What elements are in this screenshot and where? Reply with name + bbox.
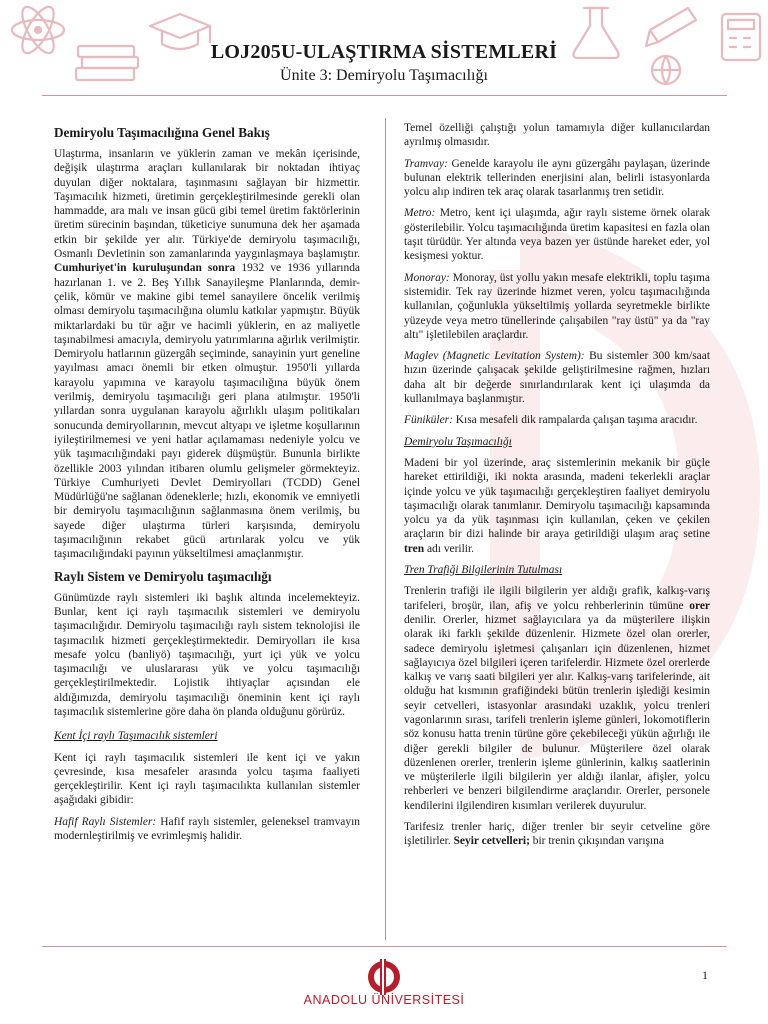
funicular-term: Füniküler:: [404, 414, 453, 427]
light-rail-term: Hafif Raylı Sistemler:: [54, 815, 157, 828]
urban-rail-paragraph: Kent içi raylı taşımacılık sistemleri ile kent içi ve yakın çevresinde, kısa mesafeler arasında yolcu taşıma faaliyeti gerçekleştirilir. Kent içi raylı taşımacılıkta kullanılan sistemler aşağıdaki gibidir:: [54, 751, 360, 807]
page-number: 1: [702, 968, 708, 982]
column-divider: [385, 118, 386, 940]
overview-text-part2: 1932 ve 1936 yıllarında hazırlanan 1. ve 2. Beş Yıllık Sanayileşme Planlarında, demir-çelik, kömür ve makine gibi temel sanayilere öncelik verilmiş olması demiryolu taşımacılığına olumlu katkılar yapmıştır. Büyük miktarlardaki bu tür ağır ve hacimli yüklerin, en az maliyetle taşınabilmesi amacıyla, demiryolu yatırımlarına ağırlık verilmiştir. Demiryolu hatlarının güzergâh seçiminde, sanayinin yurt geneline yayılması amacı önemli bir etken olmuştur. 1950'li yıllarda karayolu yapımına ve karayolu taşımacılığına büyük önem verilmiş, demiryolu taşımacılığı geri plana atılmıştır. 1950'li yıllardan sonra uygulanan karayolu ağırlıklı ulaşım politikaları sonucunda demiryollarının, mevcut altyapı ve işletme koşullarının iyileştirilmemesi ve yeni hatlar açılamaması nedeniyle yolcu ve yük taşımacılığındaki payı giderek düşmüştür. Bununla birlikte özellikle 2003 yılından itibaren olumlu gelişmeler görmekteyiz. Türkiye Cumhuriyeti Devlet Demiryolları (TCDD) Genel Müdürlüğü'ne sağlanan ödeneklerle; hızlı, ekonomik ve emniyetli bir demiryolu taşımacılığının sağlanmasına önem verilmiş, bu sayede diğer ulaştırma türleri karşısında, demiryolu taşımacılığının rekabet gücü artırılarak yolcu ve yük taşımacılığındaki payının yükseltilmesi amaçlanmıştır.: [54, 262, 360, 561]
funicular-paragraph: [404, 413, 710, 427]
metro-paragraph: [404, 206, 710, 263]
maglev-text: Bu sistemler 300 km/saat hızın üzerinde çalışacak şekilde geliştirilmesine rağmen, hızları daha alt bir değerde sınırlandırılarak kent içi ulaşımda da kullanılmaya başlanmıştır.: [404, 350, 711, 406]
monorail-term: Monoray:: [404, 271, 450, 284]
section-heading-overview: Demiryolu Taşımacılığına Genel Bakış: [54, 125, 270, 140]
header-divider: [42, 95, 727, 96]
tram-term: Tramvay:: [404, 157, 448, 170]
university-name: ANADOLU ÜNİVERSİTESİ: [303, 993, 465, 1007]
funicular-text: Kısa mesafeli dik rampalarda çalışan taşıma aracıdır.: [452, 414, 698, 427]
section-heading-rail-systems: Raylı Sistem ve Demiryolu taşımacılığı: [54, 568, 272, 584]
overview-paragraph: [54, 147, 360, 562]
light-rail-paragraph: [54, 815, 360, 844]
timetable-bold: Seyir cetvelleri;: [453, 835, 530, 848]
rail-transport-paragraph: [404, 456, 710, 556]
right-column: [404, 121, 710, 856]
subheading-urban-rail: Kent İçi raylı Taşımacılık sistemleri: [54, 730, 218, 743]
train-traffic-bold: orer: [689, 599, 710, 612]
unit-subtitle: Ünite 3: Demiryolu Taşımacılığı: [280, 67, 488, 84]
overview-bold-phrase: Cumhuriyet'in kuruluşundan sonra: [54, 262, 236, 275]
footer-divider: [42, 946, 727, 947]
maglev-paragraph: [404, 349, 710, 406]
metro-text: Metro, kent içi ulaşımda, ağır raylı sisteme örnek olarak gösterilebilir. Yolcu taşımacılığında üretim kapasitesi en fazla olan taşıt türüdür. Yer altında veya bazen yer üstünde hareket eder, yol kesişmesi yoktur.: [404, 207, 710, 263]
tram-text: Genelde karayolu ile aynı güzergâhı paylaşan, üzerinde bulunan elektrik tellerinden enerjisini alan, belirli istasyonlarda yolcu alıp indiren tek araç olarak tasarlanmış tren setidir.: [404, 157, 710, 199]
overview-text-part1: Ulaştırma, insanların ve yüklerin zaman ve mekân içerisinde, değişik ulaştırma araçları kullanılarak bir noktadan ihtiyaç duyulan diğer noktalara, taşınmasını sağlayan bir hizmettir. Taşımacılık hizmeti, üretimin gerçekleştirilmesinde gerekli olan hammadde, ara malı ve insan gücü gibi temel üretim faktörlerinin üretim sürecinin başından, tüketiciye sunumuna dek her aşamada etkin bir şekilde yer alır. Türkiye'de demiryolu taşımacılığı, Osmanlı Devletinin son zamanlarında yaygınlaşmaya başlamıştır.: [54, 148, 360, 261]
light-rail-text: Hafif raylı sistemler, geleneksel tramvayın modernleştirilmiş ve evrimleşmiş halidir.: [54, 815, 360, 843]
maglev-term: Maglev (Magnetic Levitation System):: [404, 350, 585, 363]
tram-paragraph: [404, 157, 710, 200]
subheading-train-traffic: Tren Trafiği Bilgilerinin Tutulması: [404, 564, 563, 577]
metro-term: Metro:: [404, 207, 436, 220]
timetable-paragraph: [404, 820, 710, 849]
rail-transport-text-part1: Madeni bir yol üzerinde, araç sistemlerinin mekanik bir güçle hareket ettirildiği, iki nokta arasında, madeni tekerlekli araçlar içinde yolcu ve yük taşımacılığı gerçekleştiren faaliyet demiryolu taşımacılığı olarak tanımlanır. Demiryolu taşımacılığı kapsamında yolcu ya da yük taşınması için kullanılan, çeken ve çekilen araçların bir dizi halinde bir araya getirildiği ulaşım araç setine: [404, 456, 710, 541]
train-traffic-text-part1: Trenlerin trafiği ile ilgili bilgilerin yer aldığı grafik, kalkış-varış tarifeleri, broşür, ilan, afiş ve yolcu rehberlerinin tümüne: [404, 585, 710, 612]
monorail-text: Monoray, üst yollu yakın mesafe elektrikli, toplu taşıma sistemidir. Tek ray üzerinde hizmet veren, yolcu taşımacılığında kullanılan, çoğunlukla yükseltilmiş yollarda seyretmekle birlikte yüzeyde veya metro tünellerinde çalışabilen "ray üstü" ya da "ray altı" işletilebilen araçlardır.: [404, 271, 710, 341]
rail-systems-paragraph: Günümüzde raylı sistemleri iki başlık altında incelemekteyiz. Bunlar, kent içi raylı taşımacılık sistemleri ve demiryolu taşımacılığıdır. Demiryolu taşımacılığı raylı sistem teknolojisi ile taşımacılık hizmeti gerçekleştirmektedir. Demiryolları ile kısa mesafe yolcu (banliyö) taşımacılığı, yurt içi yük ve yolcu taşımacılığı ve uluslararası yük ve yolcu taşımacılığı gerçekleştirilmektedir. Lojistik ihtiyaçlar açısından ele aldığımızda, demiryolu taşımacılığı öneminin kent içi raylı taşımacılık sistemlerine göre daha ön planda olduğunu görürüz.: [54, 591, 360, 718]
subheading-rail-transport: Demiryolu Taşımacılığı: [404, 435, 512, 448]
monorail-paragraph: [404, 271, 710, 342]
timetable-text-part1: Tarifesiz trenler hariç, diğer trenler bir seyir cetveline göre işletilirler.: [404, 821, 710, 848]
train-traffic-text-part2: denilir. Orerler, hizmet sağlayıcılara ya da müşterilere ilişkin olarak iki farklı şekilde düzenlenir. Hizmete özel olan orerler, sadece demiryolu işletmesi çalışanları için düzenlenen, hizmet sağlayıcıya özel bilgileri içeren tarifelerdir. Hizmete özel orerlerde kalkış ve varış saati bilgileri yer alır. Kalkış-varış tarifelerinde, ait olduğu hat kısmının grafiğindeki bütün trenlerin işlediği kesimin seyir cetvelleri, istasyonlar arasındaki uzaklık, yolcu trenleri vagonlarının sırası, tarifeli trenlerin işleme günleri, lokomotiflerin söz konusu hatta trenin türüne göre çekebileceği yükün ağırlığı ile diğer gerekli bilgiler de bulunur. Müşterilere özel olarak düzenlenen orerler, trenlerin işleme günlerinin, kalkış saatlerinin ve müşterilerle ilgili bilgilerin yer aldığı ilanlar, afişler, yolcu rehberleri ve benzeri bilgilendirme araçlarıdır. Orerler, personele kendilerini ilgilendiren kısımları verilerek duyurulur.: [404, 613, 710, 812]
document-title: LOJ205U-ULAŞTIRMA SİSTEMLERİ: [210, 41, 558, 63]
timetable-text-part2: bir trenin çıkışından varışına: [529, 835, 664, 848]
rail-transport-text-part2: adı verilir.: [424, 542, 474, 555]
train-traffic-paragraph: [404, 584, 710, 813]
left-column: [54, 125, 360, 850]
rail-transport-bold: tren: [404, 542, 425, 555]
light-rail-continued: Temel özelliği çalıştığı yolun tamamıyla diğer kullanıcılardan ayrılmış olmasıdır.: [404, 122, 710, 149]
